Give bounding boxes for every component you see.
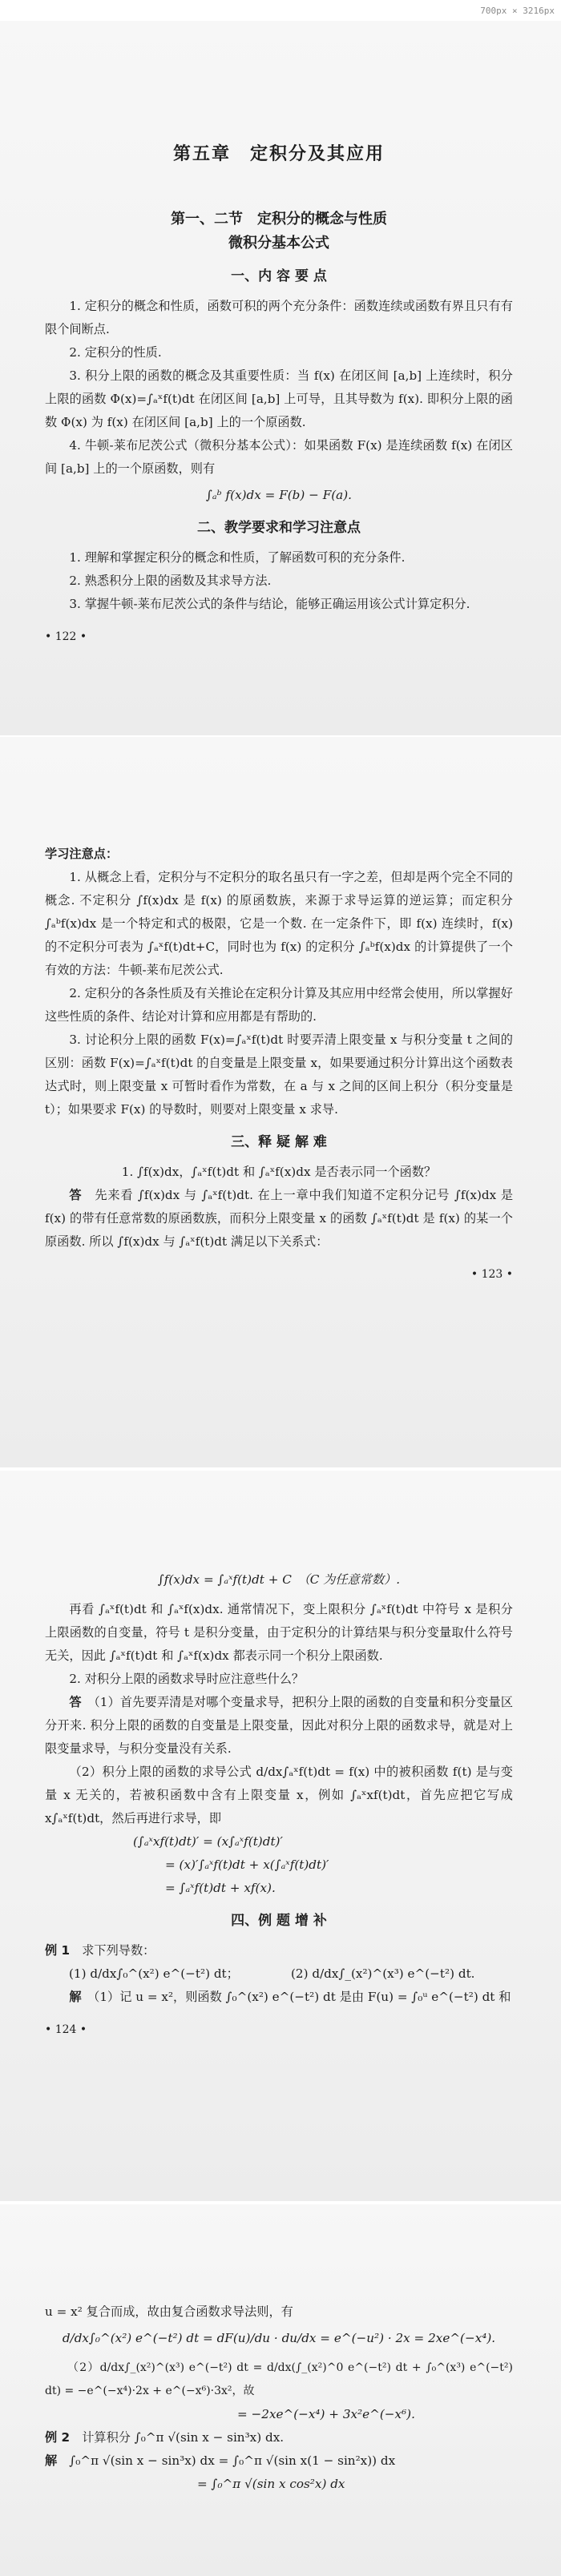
image-size-label: 700px × 3216px — [0, 0, 561, 21]
answer-1-text: 先来看 ∫f(x)dx 与 ∫ₐˣf(t)dt. 在上一章中我们知道不定积分记号 ∫f(x)dx 是 f(x) 的带有任意常数的原函数族，而积分上限变量 x 的函数 ∫ₐˣf(t)dt 是 f(x) 的某一个原函数. 所以 ∫f(x)dx 与 ∫ₐˣf(t)dt 满足以下关系式： — [45, 1188, 514, 1249]
example-2 — [45, 2426, 513, 2449]
requirement-3: 3. 掌握牛顿-莱布尼茨公式的条件与结论，能够正确运用该公式计算定积分. — [69, 597, 470, 611]
section-subtitle: 微积分基本公式 — [228, 235, 329, 252]
heading-teaching-requirements: 二、教学要求和学习注意点 — [197, 520, 361, 536]
key-point-1: 1. 定积分的概念和性质，函数可积的两个充分条件：函数连续或函数有界且只有有限个间断点. — [45, 299, 513, 336]
solution-1-part-2: （2）d/dx∫_(x²)^(x³) e^(−t²) dt = d/dx(∫_(x²)^0 e^(−t²) dt + ∫₀^(x³) e^(−t²) dt) = −e^(−x⁴)·2x + e^(−x⁶)·3x²，故 — [45, 2361, 513, 2397]
indefinite-relation-formula: ∫f(x)dx = ∫ₐˣf(t)dt + C （C 为任意常数）. — [157, 1572, 401, 1587]
paragraph-variable-notation: 再看 ∫ₐˣf(t)dt 和 ∫ₐˣf(x)dx. 通常情况下，变上限积分 ∫ₐˣf(t)dt 中符号 x 是积分上限函数的自变量，符号 t 是积分变量，由于定积分的计算结果与积分变量取什么符号无关，因此 ∫ₐˣf(t)dt 和 ∫ₐˣf(x)dx 都表示同一个积分上限函数. — [45, 1602, 513, 1663]
page-125 — [0, 2204, 561, 2576]
page-number: • 122 • — [45, 630, 87, 643]
derivation-line-1: (∫ₐˣxf(t)dt)′ = (x∫ₐˣf(t)dt)′ — [133, 1834, 283, 1849]
key-point-4: 4. 牛顿-莱布尼茨公式（微积分基本公式）：如果函数 F(x) 是连续函数 f(x) 在闭区间 [a,b] 上的一个原函数，则有 — [45, 438, 513, 476]
example-label: 例 1 — [45, 1943, 71, 1958]
key-point-2: 2. 定积分的性质. — [69, 345, 162, 360]
study-note-2: 2. 定积分的各条性质及有关推论在定积分计算及其应用中经常会使用，所以掌握好这些性质的条件、结论对计算和应用都是有帮助的. — [45, 986, 513, 1024]
study-notes-lead: 学习注意点： — [45, 847, 119, 861]
answer-2-part-1 — [45, 1691, 513, 1761]
page-123 — [0, 737, 561, 1471]
example-2-text: 计算积分 ∫₀^π √(sin x − sin³x) dx. — [82, 2430, 285, 2445]
newton-leibniz-formula: ∫ₐᵇ f(x)dx = F(b) − F(a). — [206, 488, 352, 502]
key-point-3: 3. 积分上限的函数的概念及其重要性质：当 f(x) 在闭区间 [a,b] 上连续时，积分上限的函数 Φ(x)=∫ₐˣf(t)dt 在闭区间 [a,b] 上可导，且其导数为 f(x). 即积分上限的函数 Φ(x) 为 f(x) 在闭区间 [a,b] 上的一个原函数. — [45, 368, 513, 429]
solution-2-line-2: = ∫₀^π √(sin x cos²x) dx — [197, 2477, 345, 2491]
solution-label: 解 — [45, 2453, 58, 2468]
requirement-1: 1. 理解和掌握定积分的概念和性质，了解函数可积的充分条件. — [69, 550, 406, 565]
derivation-line-3: = ∫ₐˣf(t)dt + xf(x). — [165, 1881, 276, 1895]
solution-1-continued: u = x² 复合而成，故由复合函数求导法则，有 — [45, 2304, 293, 2319]
derivation-line-2: = (x)′∫ₐˣf(t)dt + x(∫ₐˣf(t)dt)′ — [165, 1858, 329, 1872]
answer-label: 答 — [69, 1188, 83, 1202]
question-2: 2. 对积分上限的函数求导时应注意些什么？ — [69, 1672, 305, 1686]
answer-1 — [45, 1184, 513, 1254]
heading-key-points: 一、内 容 要 点 — [231, 268, 327, 284]
chapter-title: 第五章 定积分及其应用 — [172, 144, 385, 164]
page-number: • 123 • — [470, 1268, 513, 1281]
solution-2-line-1-text: ∫₀^π √(sin x − sin³x) dx = ∫₀^π √(sin x(1 − sin²x)) dx — [69, 2453, 396, 2468]
solution-label: 解 — [69, 1990, 82, 2004]
question-1: 1. ∫f(x)dx，∫ₐˣf(t)dt 和 ∫ₐˣf(x)dx 是否表示同一个函数？ — [121, 1165, 437, 1179]
heading-doubts: 三、释 疑 解 难 — [231, 1134, 327, 1150]
example-1-part-b: (2) d/dx∫_(x²)^(x³) e^(−t²) dt. — [291, 1966, 475, 1981]
study-note-1: 1. 从概念上看，定积分与不定积分的取名虽只有一字之差，但却是两个完全不同的概念. 不定积分 ∫f(x)dx 是 f(x) 的原函数族，来源于求导运算的逆运算；而定积分 ∫ₐᵇf(x)dx 是一个特定和式的极限，它是一个数. 在一定条件下，即 f(x) 连续时，f(x) 的不定积分可表为 ∫ₐˣf(t)dt+C，同时也为 f(x) 的定积分 ∫ₐᵇf(x)dx 的计算提供了一个有效的方法：牛顿-莱布尼茨公式. — [45, 870, 513, 977]
solution-1-text: （1）记 u = x²，则函数 ∫₀^(x²) e^(−t²) dt 是由 F(u) = ∫₀ᵘ e^(−t²) dt 和 — [93, 1990, 511, 2004]
answer-label: 答 — [69, 1695, 82, 1709]
page-124 — [0, 1471, 561, 2204]
page-122 — [0, 21, 561, 737]
example-1-text: 求下列导数： — [82, 1943, 155, 1958]
solution-1-result: d/dx∫₀^(x²) e^(−t²) dt = dF(u)/du · du/dx = e^(−u²) · 2x = 2xe^(−x⁴). — [62, 2331, 496, 2345]
solution-2-line-1 — [45, 2449, 513, 2473]
page-number: • 124 • — [45, 2023, 87, 2036]
solution-1-part-2-result: = −2xe^(−x⁴) + 3x²e^(−x⁶). — [237, 2407, 415, 2421]
study-note-3: 3. 讨论积分上限的函数 F(x)=∫ₐˣf(t)dt 时要弄清上限变量 x 与积分变量 t 之间的区别：函数 F(x)=∫ₐˣf(t)dt 的自变量是上限变量 x，如果要通过积分计算出这个函数表达式时，则上限变量 x 可暂时看作为常数，在 a 与 x 之间的区间上积分（积分变量是 t）；如果要求 F(x) 的导数时，则要对上限变量 x 求导. — [45, 1032, 513, 1117]
example-1-parts — [45, 1962, 513, 1986]
example-1-part-a: (1) d/dx∫₀^(x²) e^(−t²) dt； — [69, 1966, 239, 1981]
section-title: 第一、二节 定积分的概念与性质 — [171, 211, 387, 227]
requirement-2: 2. 熟悉积分上限的函数及其求导方法. — [69, 574, 272, 588]
example-1 — [45, 1939, 513, 1962]
solution-1 — [45, 1986, 513, 2009]
answer-2-part-1-text: （1）首先要弄清是对哪个变量求导，把积分上限的函数的自变量和积分变量区分开来. 积分上限的函数的自变量是上限变量，因此对积分上限的函数求导，就是对上限变量求导，与积分变量没有关系. — [45, 1695, 514, 1756]
answer-2-part-2: （2）积分上限的函数的求导公式 d/dx∫ₐˣf(t)dt = f(x) 中的被积函数 f(t) 是与变量 x 无关的，若被积函数中含有上限变量 x，例如 ∫ₐˣxf(t)dt，首先应把它写成 x∫ₐˣf(t)dt，然后再进行求导，即 — [45, 1765, 513, 1825]
example-label: 例 2 — [45, 2430, 71, 2445]
heading-examples: 四、例 题 增 补 — [231, 1913, 327, 1929]
